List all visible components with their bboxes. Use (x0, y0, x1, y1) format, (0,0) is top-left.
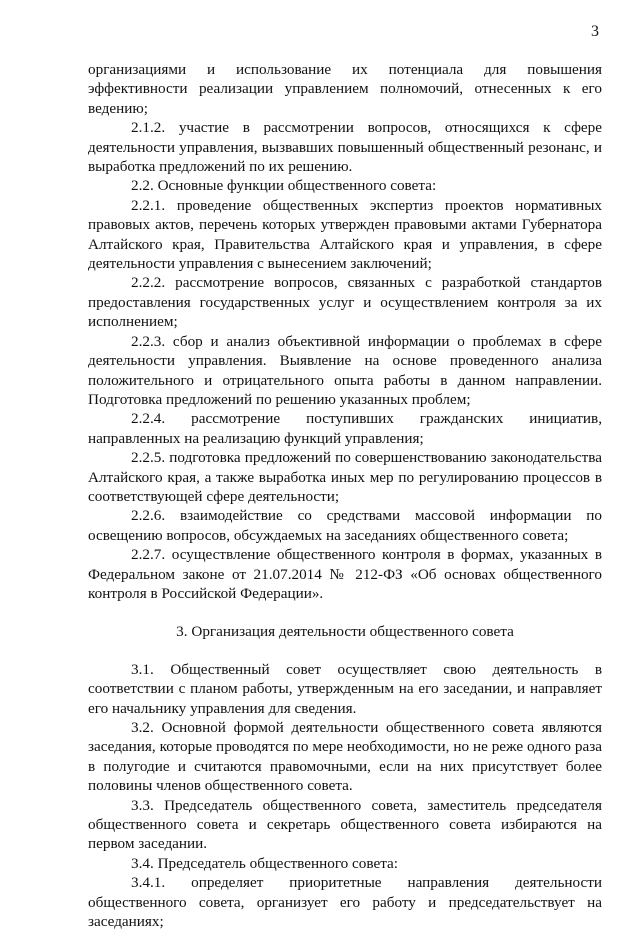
page-number: 3 (591, 23, 599, 40)
paragraph-2-2-2: 2.2.2. рассмотрение вопросов, связанных с разработкой стандартов предоставления государственных услуг и осуществлением контроля за их исполнением; (88, 274, 602, 331)
paragraph-2-2-3: 2.2.3. сбор и анализ объективной информации о проблемах в сфере деятельности управления. Выявление на основе проведенного анализа положительного и отрицательного опыта работы в данном направлении. Подготовка предложений по решению указанных проблем; (88, 332, 602, 408)
document-body (88, 60, 602, 931)
paragraph-3-1: 3.1. Общественный совет осуществляет свою деятельность в соответствии с планом работы, утвержденным на его заседании, и направляет его начальнику управления для сведения. (88, 660, 602, 717)
paragraph-2-1-2: 2.1.2. участие в рассмотрении вопросов, относящихся к сфере деятельности управления, вызвавших повышенный общественный резонанс, и выработка предложений по их решению. (88, 119, 602, 176)
paragraph-continuation: организациями и использование их потенциала для повышения эффективности реализации управлением полномочий, отнесенных к его ведению; (88, 61, 602, 117)
paragraph-2-2-6: 2.2.6. взаимодействие со средствами массовой информации по освещению вопросов, обсуждаемых на заседаниях общественного совета; (88, 507, 602, 544)
paragraph-2-2-1: 2.2.1. проведение общественных экспертиз проектов нормативных правовых актов, перечень которых утвержден правовыми актами Губернатора Алтайского края, Правительства Алтайского края и управления, в сфере деятельности управления с вынесением заключений; (88, 196, 602, 273)
paragraph-3-4-1: 3.4.1. определяет приоритетные направления деятельности общественного совета, организует его работу и председательствует на заседаниях; (88, 874, 602, 931)
paragraph-3-3: 3.3. Председатель общественного совета, заместитель председателя общественного совета и секретарь общественного совета избираются на первом заседании. (88, 796, 602, 853)
paragraph-3-2: 3.2. Основной формой деятельности общественного совета являются заседания, которые проводятся по мере необходимости, но не реже одного раза в полугодие и считаются правомочными, если на них присутствует более половины членов общественного совета. (88, 719, 602, 795)
paragraph-2-2-5: 2.2.5. подготовка предложений по совершенствованию законодательства Алтайского края, а также выработка иных мер по регулированию процессов в соответствующей сфере деятельности; (88, 449, 602, 505)
paragraph-2-2: 2.2. Основные функции общественного совета: (131, 177, 437, 195)
paragraph-2-2-7: 2.2.7. осуществление общественного контроля в формах, указанных в Федеральном законе от 21.07.2014 № 212-ФЗ «Об основах общественного контроля в Российской Федерации». (88, 546, 602, 602)
paragraph-3-4: 3.4. Председатель общественного совета: (131, 854, 398, 872)
paragraph-2-2-4: 2.2.4. рассмотрение поступивших гражданских инициатив, направленных на реализацию функций управления; (88, 410, 602, 447)
section-3-heading: 3. Организация деятельности общественного совета (176, 623, 514, 641)
